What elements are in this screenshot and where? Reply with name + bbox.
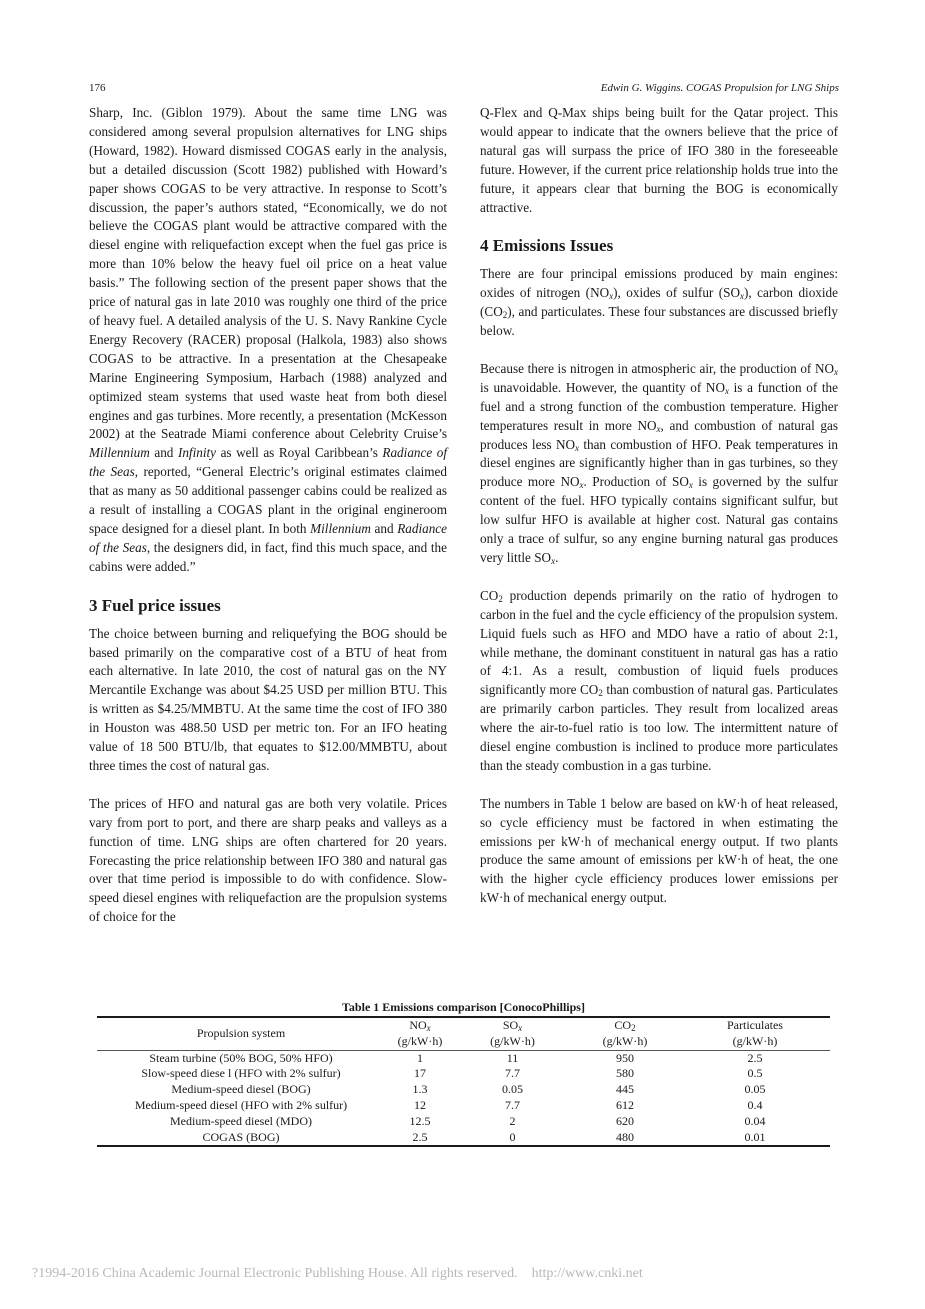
copyright-footer	[32, 1264, 832, 1284]
right-column	[480, 104, 838, 908]
copyright-text: ?1994-2016 China Academic Journal Electronic Publishing House. All rights reserved.	[32, 1266, 518, 1281]
paragraph-fuel-cost: The choice between burning and reliquefying the BOG should be based primarily on the comparative cost of a BTU of heat from each alternative. In late 2010, the cost of natural gas on the NY Mercantile Exchange was about $4.25 USD per million BTU. This is written as $4.25/MMBTU. At the same time the cost of IFO 380 in Houston was 488.50 USD per metric ton. For an IFO heating value of 18 500 BTU/lb, that equates to $12.00/MMBTU, about three times the cost of natural gas.	[89, 625, 447, 773]
running-title: Edwin G. Wiggins. COGAS Propulsion for LNG Ships	[600, 82, 839, 94]
header-propulsion-system: Propulsion system	[97, 1017, 385, 1050]
header-nox: $NO_x$ (g/kW·h)	[385, 1017, 455, 1050]
header-co2: $CO_2$ (g/kW·h)	[570, 1017, 680, 1050]
emissions-table-block	[97, 998, 830, 1147]
table-row: COGAS (BOG) 2.5 0 480 0.01	[202, 1129, 766, 1144]
paragraph-co2-particulates: $CO_2$ production depends primarily on the ratio of hydrogen to carbon in the fuel and the cycle efficiency of the propulsion system. Liquid fuels such as HFO and MDO have a ratio of about 2:1, while methane, the dominant constituent in natural gas has a ratio of 4:1. As a result, combustion of liquid fuels produces significantly more $CO_2$ than combustion of natural gas. Particulates are primarily carbon particles. They result from localized areas where the air-to-fuel ratio is too low. The intermittent nature of diesel engine combustion is inclined to produce more particulates than the steady combustion in a gas turbine.	[480, 587, 838, 773]
paragraph-emissions-intro: There are four principal emissions produced by main engines: oxides of nitrogen $(NO_x)$, oxides of sulfur $(SO_x)$, carbon dioxide $(CO_2)$, and particulates. These four substances are discussed briefly below.	[480, 266, 838, 339]
table-row: Medium-speed diesel (MDO) 12.5 2 620 0.04	[170, 1113, 766, 1128]
emissions-table	[97, 1016, 830, 1147]
table-row: Steam turbine (50% BOG, 50% HFO) 1 11 950 2.5	[149, 1050, 763, 1065]
table-header-row	[97, 1017, 830, 1050]
section-heading-emissions: 4 Emissions Issues	[480, 236, 614, 256]
paragraph-qatar-ships: Q-Flex and Q-Max ships being built for the Qatar project. This would appear to indicate that the owners believe that the price of natural gas will surpass the price of IFO 380 in the foreseeable future. However, if the current price relationship holds true into the future, it appears clear that burning the BOG is economically attractive.	[480, 105, 838, 215]
left-column	[89, 104, 447, 927]
table-row: Medium-speed diesel (BOG) 1.3 0.05 445 0.05	[171, 1082, 766, 1097]
header-particulates: Particulates (g/kW·h)	[680, 1017, 830, 1050]
paragraph-nox-sox: Because there is nitrogen in atmospheric air, the production of $NO_x$ is unavoidable. However, the quantity of $NO_x$ is a function of the fuel and a strong function of the combustion temperature. Higher temperatures result in more $NO_x$, and combustion of natural gas produces less $NO_x$ than combustion of HFO. Peak temperatures in diesel engines are significantly higher than in gas turbines, so they produce more $NO_x$. Production of $SO_x$ is governed by the sulfur content of the fuel. HFO typically contains significant sulfur, but low sulfur HFO is available at higher cost. Natural gas contains only a trace of sulfur, so any engine burning natural gas produces very little $SO_x$.	[480, 360, 838, 567]
paragraph-history: Sharp, Inc. (Giblon 1979). About the same time LNG was considered among several propulsion alternatives for LNG ships (Howard, 1982). Howard dismissed COGAS early in the analysis, but a detailed discussion (Scott 1982) published with Howard’s paper shows COGAS to be very attractive. In response to Scott’s discussion, the paper’s authors stated, “Economically, we do not believe the COGAS plant would be attractive compared with the diesel engine with reliquefaction except when the fuel gas price is more than 10% below the heavy fuel oil price on a heat value basis.” The following section of the present paper shows that the price of natural gas in late 2010 was roughly one third of the price of heavy fuel. A detailed analysis of the U. S. Navy Rankine Cycle Energy Recovery (RACER) proposal (Halkola, 1983) also shows COGAS to be attractive. In a presentation at the Chesapeake Marine Engineering Symposium, Harbach (1988) analyzed and optimized steam systems that used waste heat from both diesel engines and gas turbines. More recently, a presentation (McKesson 2002) at the Seatrade Miami conference about Celebrity Cruise’s Millennium and Infinity as well as Royal Caribbean’s Radiance of the Seas, reported, “General Electric’s original estimates claimed that as many as 50 additional passenger cabins could be realized as a result of installing a COGAS plant in the original engineroom space designed for a diesel plant. In both Millennium and Radiance of the Seas, the designers did, in fact, find this much space, and the cabins were added.”	[89, 105, 448, 574]
header-sox: $SO_x$ (g/kW·h)	[455, 1017, 570, 1050]
paragraph-price-volatility: The prices of HFO and natural gas are both very volatile. Prices vary from port to port, and there are sharp peaks and valleys as a function of time. LNG ships are often chartered for 20 years. Forecasting the price relationship between IFO 380 and natural gas over that time period is impossible to do with confidence. Slow-speed diesel engines with reliquefaction are the propulsion systems of choice for the	[89, 795, 447, 925]
section-heading-fuel-price: 3 Fuel price issues	[89, 595, 221, 615]
table-row: Slow-speed diese l (HFO with 2% sulfur) 17 7.7 580 0.5	[141, 1066, 763, 1081]
table-row: Medium-speed diesel (HFO with 2% sulfur) 12 7.7 612 0.4	[134, 1097, 763, 1112]
paragraph-table-note: The numbers in Table 1 below are based on kW·h of heat released, so cycle efficiency must be factored in when estimating the emissions per kW·h of mechanical energy output. If two plants produce the same amount of emissions per kW·h of heat, the one with the higher cycle efficiency produces lower emissions per kW·h of mechanical energy output.	[480, 795, 838, 906]
running-header	[89, 80, 839, 96]
footer-url: http://www.cnki.net	[531, 1266, 643, 1281]
page-number: 176	[89, 82, 106, 94]
table-caption: Table 1 Emissions comparison [ConocoPhillips]	[342, 1000, 585, 1014]
